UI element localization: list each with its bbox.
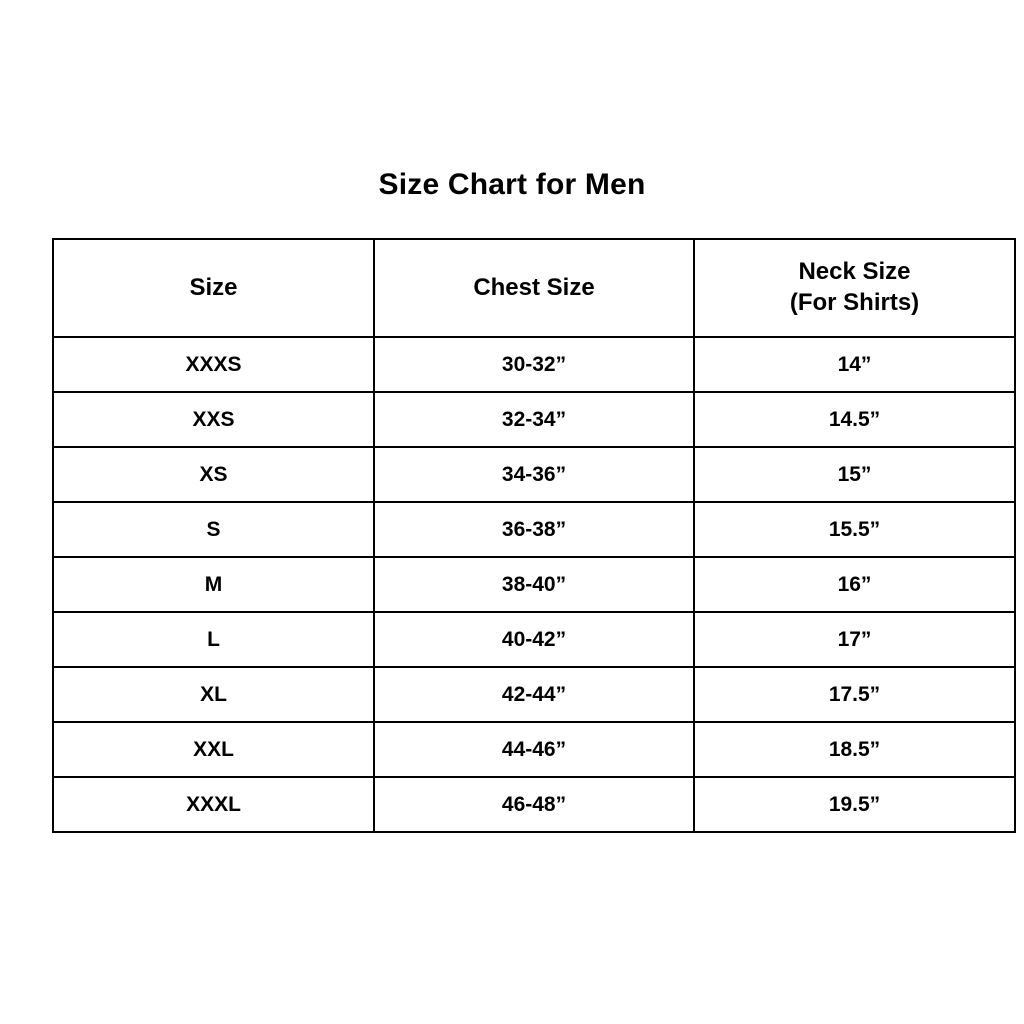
cell-chest: 46-48” bbox=[374, 777, 694, 832]
column-header-neck bbox=[694, 239, 1015, 337]
cell-size: XXS bbox=[53, 392, 374, 447]
cell-size: S bbox=[53, 502, 374, 557]
cell-chest: 42-44” bbox=[374, 667, 694, 722]
cell-neck: 14” bbox=[694, 337, 1015, 392]
cell-chest: 32-34” bbox=[374, 392, 694, 447]
column-header-neck-label: Neck Size bbox=[798, 258, 911, 286]
table-row bbox=[53, 502, 1015, 557]
cell-chest: 40-42” bbox=[374, 612, 694, 667]
table-row bbox=[53, 392, 1015, 447]
cell-size: XXXS bbox=[53, 337, 374, 392]
cell-chest: 38-40” bbox=[374, 557, 694, 612]
column-header-size bbox=[53, 239, 374, 337]
page-title: Size Chart for Men bbox=[378, 168, 646, 201]
table-row bbox=[53, 337, 1015, 392]
table-row bbox=[53, 447, 1015, 502]
cell-size: XS bbox=[53, 447, 374, 502]
cell-neck: 16” bbox=[694, 557, 1015, 612]
column-header-chest-label: Chest Size bbox=[473, 273, 595, 301]
table-header-row bbox=[53, 239, 1015, 337]
column-header-size-label: Size bbox=[189, 273, 238, 301]
cell-chest: 34-36” bbox=[374, 447, 694, 502]
cell-size: XL bbox=[53, 667, 374, 722]
cell-neck: 19.5” bbox=[694, 777, 1015, 832]
table-row bbox=[53, 777, 1015, 832]
cell-chest: 30-32” bbox=[374, 337, 694, 392]
table-row bbox=[53, 557, 1015, 612]
cell-neck: 15.5” bbox=[694, 502, 1015, 557]
table-row bbox=[53, 667, 1015, 722]
cell-chest: 44-46” bbox=[374, 722, 694, 777]
table-row bbox=[53, 612, 1015, 667]
cell-neck: 18.5” bbox=[694, 722, 1015, 777]
cell-neck: 17.5” bbox=[694, 667, 1015, 722]
cell-size: L bbox=[53, 612, 374, 667]
cell-neck: 14.5” bbox=[694, 392, 1015, 447]
cell-neck: 17” bbox=[694, 612, 1015, 667]
cell-size: M bbox=[53, 557, 374, 612]
cell-size: XXXL bbox=[53, 777, 374, 832]
table-row bbox=[53, 722, 1015, 777]
column-header-neck-sublabel: (For Shirts) bbox=[789, 289, 920, 316]
cell-chest: 36-38” bbox=[374, 502, 694, 557]
cell-neck: 15” bbox=[694, 447, 1015, 502]
cell-size: XXL bbox=[53, 722, 374, 777]
column-header-chest bbox=[374, 239, 694, 337]
size-chart-table bbox=[52, 238, 1016, 833]
